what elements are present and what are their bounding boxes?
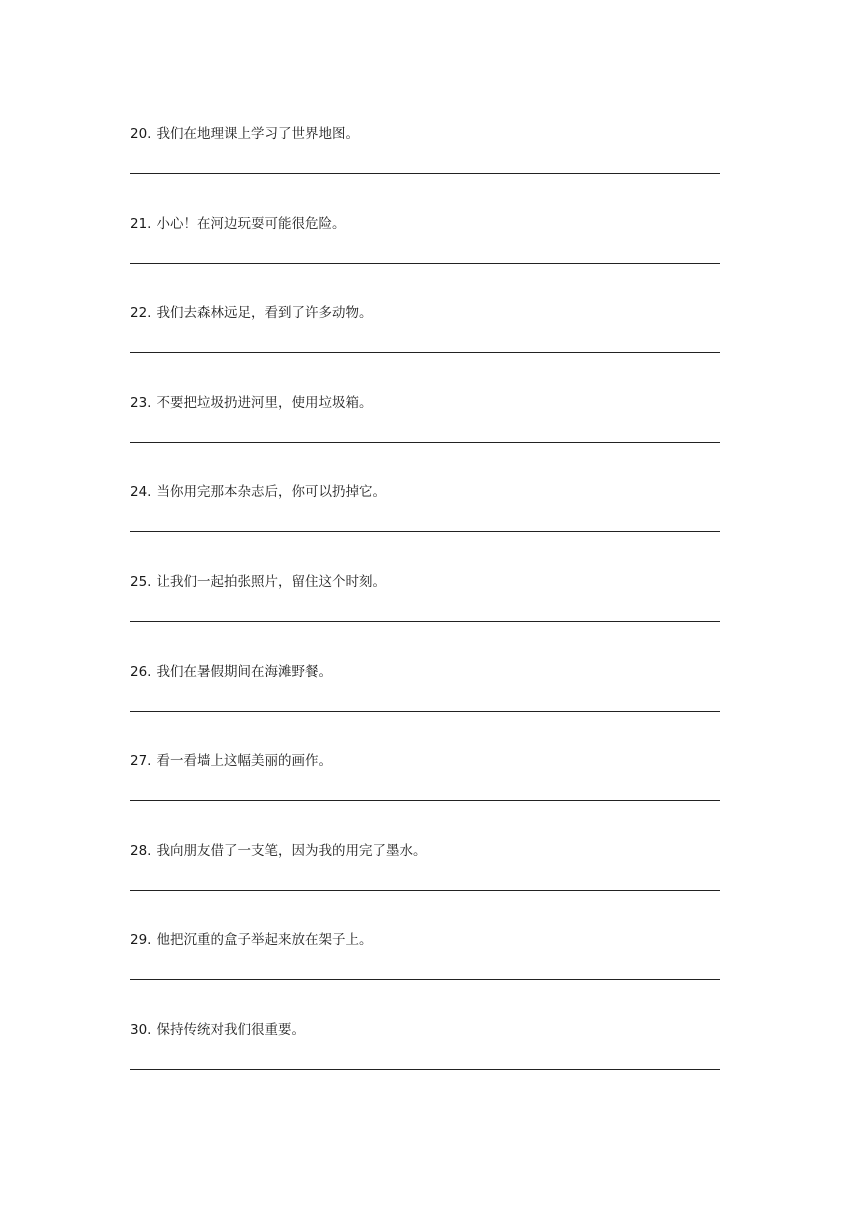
question-number: 26.	[130, 664, 152, 680]
answer-line[interactable]	[130, 711, 720, 712]
question-prompt	[130, 123, 359, 145]
question-number: 28.	[130, 843, 152, 859]
question-25	[130, 571, 722, 631]
question-number: 24.	[130, 484, 152, 500]
answer-line[interactable]	[130, 352, 720, 353]
question-number: 30.	[130, 1022, 152, 1038]
question-prompt	[130, 392, 372, 414]
answer-line[interactable]	[130, 531, 720, 532]
question-number: 27.	[130, 753, 152, 769]
question-prompt	[130, 1019, 305, 1041]
question-prompt	[130, 750, 332, 772]
question-text: 我向朋友借了一支笔，因为我的用完了墨水。	[156, 843, 427, 859]
question-text: 我们在暑假期间在海滩野餐。	[156, 664, 332, 680]
question-prompt	[130, 213, 345, 235]
question-prompt	[130, 840, 426, 862]
question-22	[130, 302, 722, 362]
question-26	[130, 661, 722, 721]
answer-line[interactable]	[130, 263, 720, 264]
question-text: 当你用完那本杂志后，你可以扔掉它。	[156, 484, 386, 500]
question-text: 小心！在河边玩耍可能很危险。	[156, 216, 346, 232]
question-27	[130, 750, 722, 810]
answer-line[interactable]	[130, 800, 720, 801]
answer-line[interactable]	[130, 1069, 720, 1070]
question-number: 22.	[130, 305, 152, 321]
answer-line[interactable]	[130, 890, 720, 891]
question-text: 他把沉重的盒子举起来放在架子上。	[156, 932, 373, 948]
question-text: 不要把垃圾扔进河里，使用垃圾箱。	[156, 395, 373, 411]
question-28	[130, 840, 722, 900]
question-text: 看一看墙上这幅美丽的画作。	[156, 753, 332, 769]
question-prompt	[130, 929, 372, 951]
question-number: 25.	[130, 574, 152, 590]
question-21	[130, 213, 722, 273]
question-number: 23.	[130, 395, 152, 411]
answer-line[interactable]	[130, 442, 720, 443]
question-text: 让我们一起拍张照片，留住这个时刻。	[156, 574, 386, 590]
question-text: 保持传统对我们很重要。	[156, 1022, 305, 1038]
question-prompt	[130, 481, 386, 503]
question-number: 21.	[130, 216, 152, 232]
question-30	[130, 1019, 722, 1079]
question-number: 29.	[130, 932, 152, 948]
question-number: 20.	[130, 126, 152, 142]
answer-line[interactable]	[130, 979, 720, 980]
question-prompt	[130, 302, 372, 324]
question-text: 我们去森林远足，看到了许多动物。	[156, 305, 373, 321]
question-23	[130, 392, 722, 452]
answer-line[interactable]	[130, 173, 720, 174]
question-29	[130, 929, 722, 989]
question-prompt	[130, 571, 386, 593]
question-text: 我们在地理课上学习了世界地图。	[156, 126, 359, 142]
question-prompt	[130, 661, 332, 683]
question-20	[130, 123, 722, 183]
answer-line[interactable]	[130, 621, 720, 622]
question-24	[130, 481, 722, 541]
